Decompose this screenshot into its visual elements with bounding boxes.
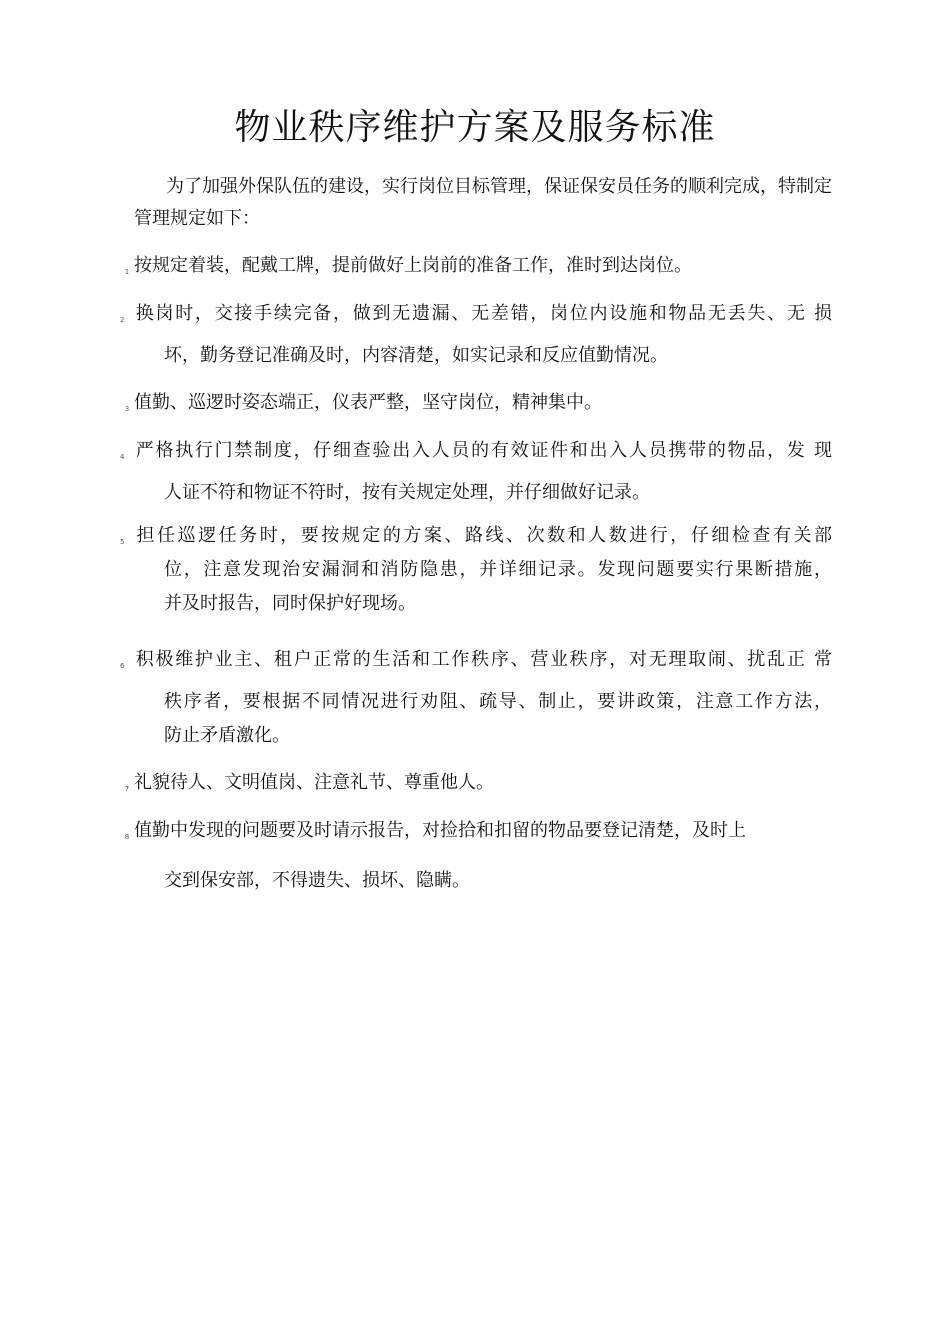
list-item [120,250,832,282]
list-item-text: 积极维护业主、租户正常的生活和工作秩序、营业秩序，对无理取闹、扰乱正 常 [134,649,832,670]
list-item-number: 6 [120,662,125,670]
intro-paragraph: 为了加强外保队伍的建设，实行岗位目标管理，保证保安员任务的顺利完成，特制定管理规定如下： [134,176,832,229]
list-item-line: 人证不符和物证不符时，按有关规定处理，并仔细做好记录。 [164,482,650,503]
page-title: 物业秩序维护方案及服务标准 [234,107,716,149]
list-item-number: 1 [124,268,130,276]
list-item-line [120,435,832,467]
list-item-number: 5 [120,538,125,546]
list-item-text: 按规定着装，配戴工牌，提前做好上岗前的准备工作，准时到达岗位。 [134,255,692,276]
list-item-number: 2 [120,316,125,324]
list-item [120,298,832,372]
list-item-text: 担任巡逻任务时，要按规定的方案、路线、次数和人数进行，仔细检查有关部 [134,525,832,546]
list-item [120,815,832,897]
list-item-text: 严格执行门禁制度，仔细查验出入人员的有效证件和出入人员携带的物品，发 现 [134,440,832,461]
list-item-line [120,387,832,419]
list-item [120,435,832,509]
list-item-text: 值勤中发现的问题要及时请示报告，对捡拾和扣留的物品要登记清楚，及时上 [134,820,746,841]
list-item-line: 坏，勤务登记准确及时，内容清楚，如实记录和反应值勤情况。 [164,345,668,366]
list-item-line [120,520,832,552]
list-item-text: 换岗时，交接手续完备，做到无遗漏、无差错，岗位内设施和物品无丢失、无 损 [134,303,832,324]
list-item [120,520,832,620]
list-item-line: 并及时报告，同时保护好现场。 [164,593,416,614]
list-item-text: 值勤、巡逻时姿态端正，仪表严整，坚守岗位，精神集中。 [134,392,602,413]
list-item-number: 3 [124,405,130,413]
list-item [120,767,832,799]
list-item-line [120,767,832,799]
list-item-number: 7 [124,785,130,793]
list-item-line: 秩序者，要根据不同情况进行劝阻、疏导、制止，要讲政策，注意工作方法， [164,691,832,712]
list-item-line [120,250,832,282]
list-item-number: 8 [124,833,130,841]
list-item-text: 礼貌待人、文明值岗、注意礼节、尊重他人。 [134,772,494,793]
list-item-line [120,298,832,330]
list-item-number: 4 [120,453,125,461]
list-item-line: 位，注意发现治安漏洞和消防隐患，并详细记录。发现问题要实行果断措施， [164,559,832,580]
list-item-line [120,644,832,676]
list-item-line: 防止矛盾激化。 [164,725,290,746]
list-item-line [120,815,832,847]
list-item [120,644,832,752]
list-item [120,387,832,419]
list-item-line: 交到保安部，不得遗失、损坏、隐瞒。 [164,870,470,891]
